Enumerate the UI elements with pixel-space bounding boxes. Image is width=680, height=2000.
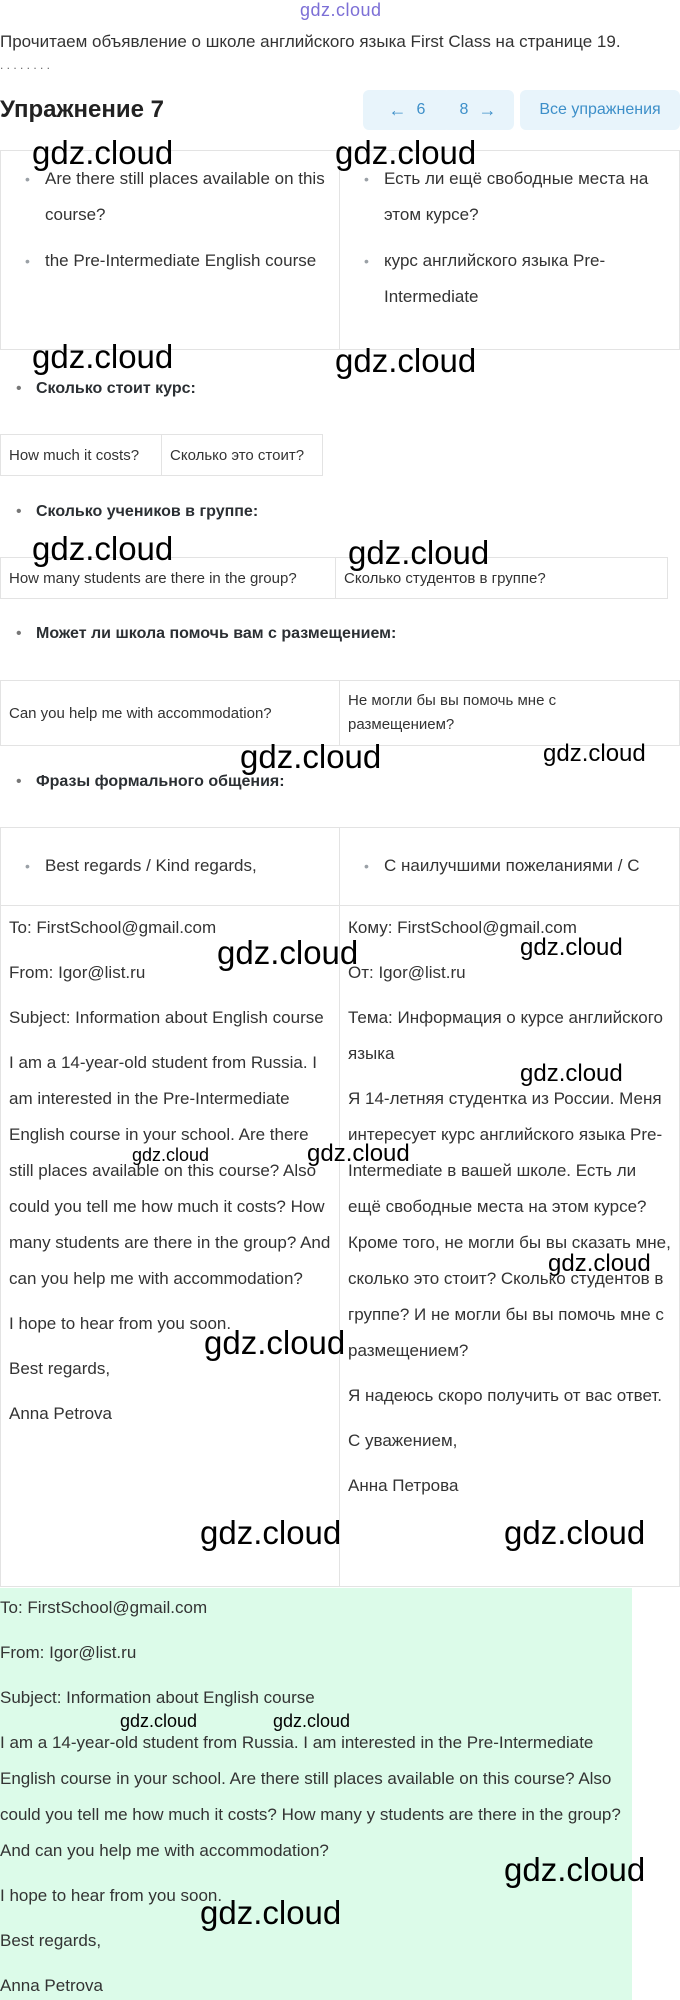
next-exercise-label: 8 — [459, 101, 469, 118]
exercise-title: Упражнение 7 — [0, 96, 164, 123]
letter-line: From: Igor@list.ru — [9, 963, 146, 982]
letter-line: Анна Петрова — [348, 1476, 459, 1495]
phrases-table-en-column — [1, 151, 339, 349]
next-exercise-button[interactable] — [442, 90, 514, 130]
section-heading: • Может ли школа помочь вам с размещением: — [0, 625, 396, 643]
watermark: gdz.cloud — [217, 934, 359, 971]
watermark: gdz.cloud — [32, 338, 174, 375]
letter-line: To: FirstSchool@gmail.com — [0, 1598, 208, 1617]
translation-table — [0, 434, 323, 476]
translation-ru: Сколько это стоит? — [161, 435, 322, 475]
translation-en: Can you help me with accommodation? — [9, 704, 272, 722]
watermark: gdz.cloud — [504, 1851, 646, 1888]
section-heading: • Сколько стоит курс: — [0, 380, 196, 398]
list-item: • курс английского языка Pre-Intermediate — [340, 243, 679, 315]
watermark: gdz.cloud — [132, 1145, 210, 1165]
arrow-left-icon: ← — [388, 99, 407, 120]
phrases-table-ru-column — [339, 151, 679, 349]
prev-exercise-button[interactable] — [363, 90, 451, 130]
watermark: gdz.cloud — [335, 134, 477, 171]
letter-line: I hope to hear from you soon. — [0, 1886, 223, 1905]
letter-line: I am a 14-year-old student from Russia. I am interested in the Pre-Intermediate English course in your school. Are there still places available on this course? Also could you tell me how much it costs? How many y students are there in the group? And can you help me with accommodation? — [0, 1733, 621, 1860]
watermark: gdz.cloud — [240, 738, 382, 775]
letter-line: Anna Petrova — [0, 1976, 104, 1995]
letter-line: С уважением, — [348, 1431, 458, 1450]
arrow-right-icon: → — [478, 99, 497, 120]
list-item: • Best regards / Kind regards, — [1, 848, 339, 884]
letter-line: From: Igor@list.ru — [0, 1643, 137, 1662]
translation-ru: Сколько студентов в группе? — [335, 558, 667, 598]
watermark: gdz.cloud — [543, 740, 646, 767]
letter-line: От: Igor@list.ru — [348, 963, 466, 982]
letter-en — [1, 906, 339, 1445]
translation-table — [0, 680, 680, 746]
list-item: • Есть ли ещё свободные места на этом курсе? — [340, 161, 679, 233]
letter-line: To: FirstSchool@gmail.com — [9, 918, 217, 937]
letter-line: Я 14-летняя студентка из России. Меня интересует курс английского языка Pre-Intermediate в вашей школе. Есть ли ещё свободные места на этом курсе? Кроме того, не могли бы вы сказать мне, сколько это стоит? Сколько студентов в группе? И не могли бы вы помочь мне с размещением? — [348, 1089, 671, 1360]
watermark: gdz.cloud — [307, 1140, 410, 1167]
letter-line: I hope to hear from you soon. — [9, 1314, 232, 1333]
letter-line: Кому: FirstSchool@gmail.com — [348, 918, 577, 937]
all-exercises-label: Все упражнения — [539, 101, 661, 118]
letter-line: Anna Petrova — [9, 1404, 113, 1423]
watermark: gdz.cloud — [200, 1514, 342, 1551]
watermark: gdz.cloud — [348, 534, 490, 571]
watermark: gdz.cloud — [504, 1514, 646, 1551]
watermark: gdz.cloud — [120, 1711, 198, 1731]
section-heading: • Сколько учеников в группе: — [0, 503, 258, 521]
watermark: gdz.cloud — [520, 934, 623, 961]
phrases-table — [0, 150, 680, 350]
answer-block — [0, 1588, 632, 2000]
formal-phrases-ru-column — [339, 828, 679, 1586]
letter-line: Best regards, — [0, 1931, 102, 1950]
intro-ellipsis: . . . . . . . . — [0, 58, 51, 72]
letter-line: Subject: Information about English course — [9, 1008, 324, 1027]
letter-line: I am a 14-year-old student from Russia. I am interested in the Pre-Intermediate English course in your school. Are there still places available on this course? Also could you tell me how much it costs? How many students are there in the group? And can you help me with accommodation? — [9, 1053, 331, 1288]
intro-text: Прочитаем объявление о школе английского языка First Class на странице 19. — [0, 32, 621, 51]
watermark: gdz.cloud — [335, 342, 477, 379]
watermark: gdz.cloud — [32, 530, 174, 567]
prev-exercise-label: 6 — [416, 101, 426, 118]
letter-line: Subject: Information about English course — [0, 1688, 315, 1707]
letter-ru — [340, 906, 679, 1517]
list-item: • Are there still places available on this course? — [1, 161, 339, 233]
site-logo[interactable]: gdz.cloud — [300, 0, 382, 20]
watermark: gdz.cloud — [520, 1060, 623, 1087]
translation-en: How much it costs? — [9, 446, 140, 464]
watermark: gdz.cloud — [204, 1324, 346, 1361]
watermark: gdz.cloud — [548, 1250, 651, 1277]
watermark: gdz.cloud — [200, 1894, 342, 1931]
list-item: • the Pre-Intermediate English course — [1, 243, 339, 279]
translation-ru: Не могли бы вы помочь мне с размещением? — [339, 681, 679, 745]
watermark: gdz.cloud — [273, 1711, 351, 1731]
translation-en: How many students are there in the group? — [9, 569, 297, 587]
watermark: gdz.cloud — [32, 134, 174, 171]
letter-line: Тема: Информация о курсе английского языка — [348, 1008, 663, 1063]
all-exercises-button[interactable] — [520, 90, 680, 130]
list-item: • С наилучшими пожеланиями / С — [340, 848, 679, 884]
section-heading: • Фразы формального общения: — [0, 773, 285, 791]
letter-line: Я надеюсь скоро получить от вас ответ. — [348, 1386, 663, 1405]
letter-line: Best regards, — [9, 1359, 111, 1378]
